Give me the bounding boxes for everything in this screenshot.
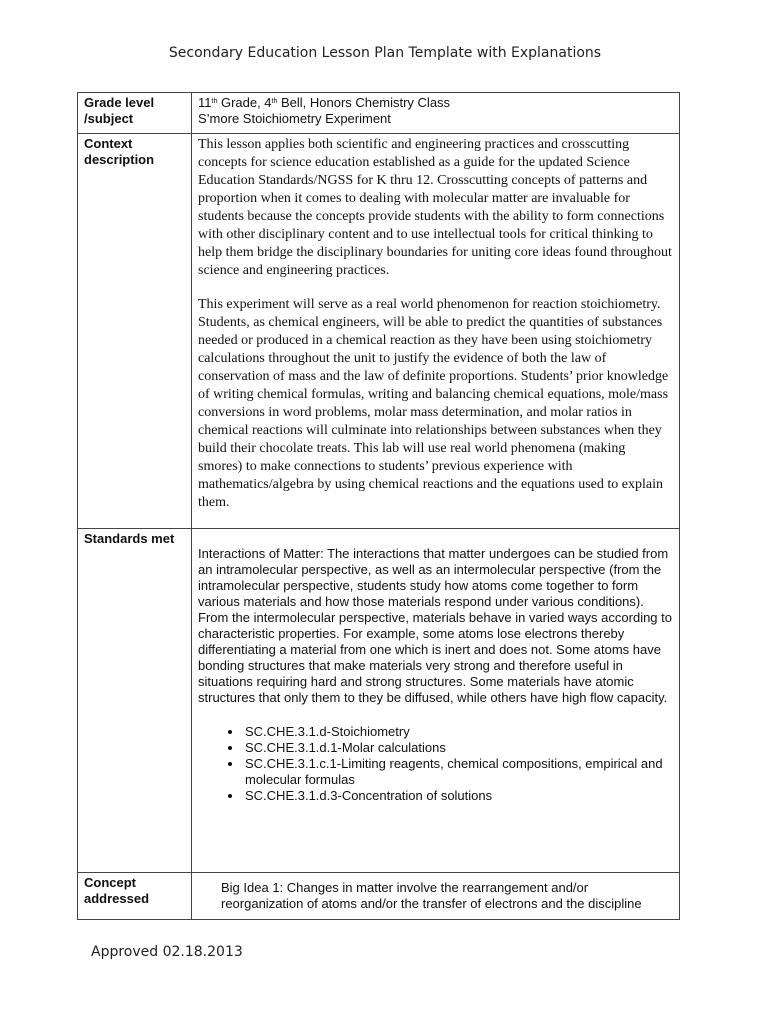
concept-text: Big Idea 1: Changes in matter involve the rearrangement and/or reorganization of atoms and/or the transfer of electrons and the discipline [221, 880, 642, 911]
standards-value-cell [192, 529, 680, 873]
grade-word: Grade, 4 [217, 95, 272, 110]
standards-list-item: • SC.CHE.3.1.d-Stoichiometry [243, 724, 673, 740]
grade-row [78, 93, 680, 134]
grade-label-cell [78, 93, 192, 134]
grade-value-line2: S’more Stoichiometry Experiment [198, 111, 391, 126]
concept-row [78, 873, 680, 920]
context-row [78, 134, 680, 529]
lesson-plan-table [77, 92, 680, 920]
standards-label: Standards met [84, 531, 175, 546]
context-label-cell [78, 134, 192, 529]
standards-list [198, 724, 673, 804]
grade-value-cell [192, 93, 680, 134]
grade-number: 11 [198, 95, 212, 110]
standards-paragraph: Interactions of Matter: The interactions that matter undergoes can be studied from an intramolecular perspective, as well as an intermolecular perspective (from the intramolecular perspective, students study how atoms come together to form various materials and how those materials respond under various conditions). From the intermolecular perspective, materials behave in varied ways according to characteristic properties. For example, some atoms lose electrons thereby differentiating a material from one which is inert and does not. Some atoms have bonding structures that make materials very strong and therefore useful in situations requiring hard and strong structures. Some materials have atomic structures that only them to they be diffused, while others have high flow capacity. [198, 546, 672, 705]
concept-label-line2: addressed [84, 891, 150, 906]
context-label-line2: description [84, 152, 155, 167]
concept-label-line1: Concept [84, 875, 136, 890]
grade-class: Bell, Honors Chemistry Class [277, 95, 451, 110]
approval-footer: Approved 02.18.2013 [91, 944, 243, 960]
standards-list-item: • SC.CHE.3.1.d.3-Concentration of solutions [243, 788, 673, 804]
standards-list-item: • SC.CHE.3.1.d.1-Molar calculations [243, 740, 673, 756]
concept-label-cell [78, 873, 192, 920]
bell-suffix: th [271, 98, 278, 105]
grade-value-line1 [198, 95, 673, 111]
context-value-cell [192, 134, 680, 529]
page-title: Secondary Education Lesson Plan Template with Explanations [168, 45, 602, 61]
standards-label-cell [78, 529, 192, 873]
standards-list-item: • SC.CHE.3.1.c.1-Limiting reagents, chemical compositions, empirical and molecular formulas [243, 756, 673, 788]
standards-row [78, 529, 680, 873]
concept-value-cell [192, 873, 680, 920]
context-label-line1: Context [84, 136, 133, 151]
context-paragraph-2: This experiment will serve as a real world phenomenon for reaction stoichiometry. Students, as chemical engineers, will be able to predict the quantities of substances needed or produced in a chemical reaction as they have been using stoichiometry calculations throughout the unit to justify the evidence of both the law of conservation of mass and the law of definite proportions. Students’ prior knowledge of writing chemical formulas, writing and balancing chemical equations, mole/mass conversions in word problems, molar mass determination, and molar ratios in chemical reactions will culminate into relationships between substances when they build their chocolate treats. This lab will use real world phenomena (making smores) to make connections to students’ previous experience with mathematics/algebra by using chemical reactions and the equations used to explain them. [198, 297, 669, 510]
grade-suffix: th [211, 98, 218, 105]
context-paragraph-1: This lesson applies both scientific and engineering practices and crosscutting concepts for science education established as a guide for the updated Science Education Standards/NGSS for K thru 12. Crosscutting concepts of patterns and proportion when it comes to dealing with molecular matter are invaluable for students because the concepts provide students with the ability to form connections with other disciplinary content and to use intellectual tools for critical thinking to help them bridge the disciplinary boundaries for uniting core ideas found throughout science and engineering practices. [198, 137, 672, 278]
grade-label-line2: /subject [84, 111, 134, 126]
grade-label-line1: Grade level [84, 95, 155, 110]
